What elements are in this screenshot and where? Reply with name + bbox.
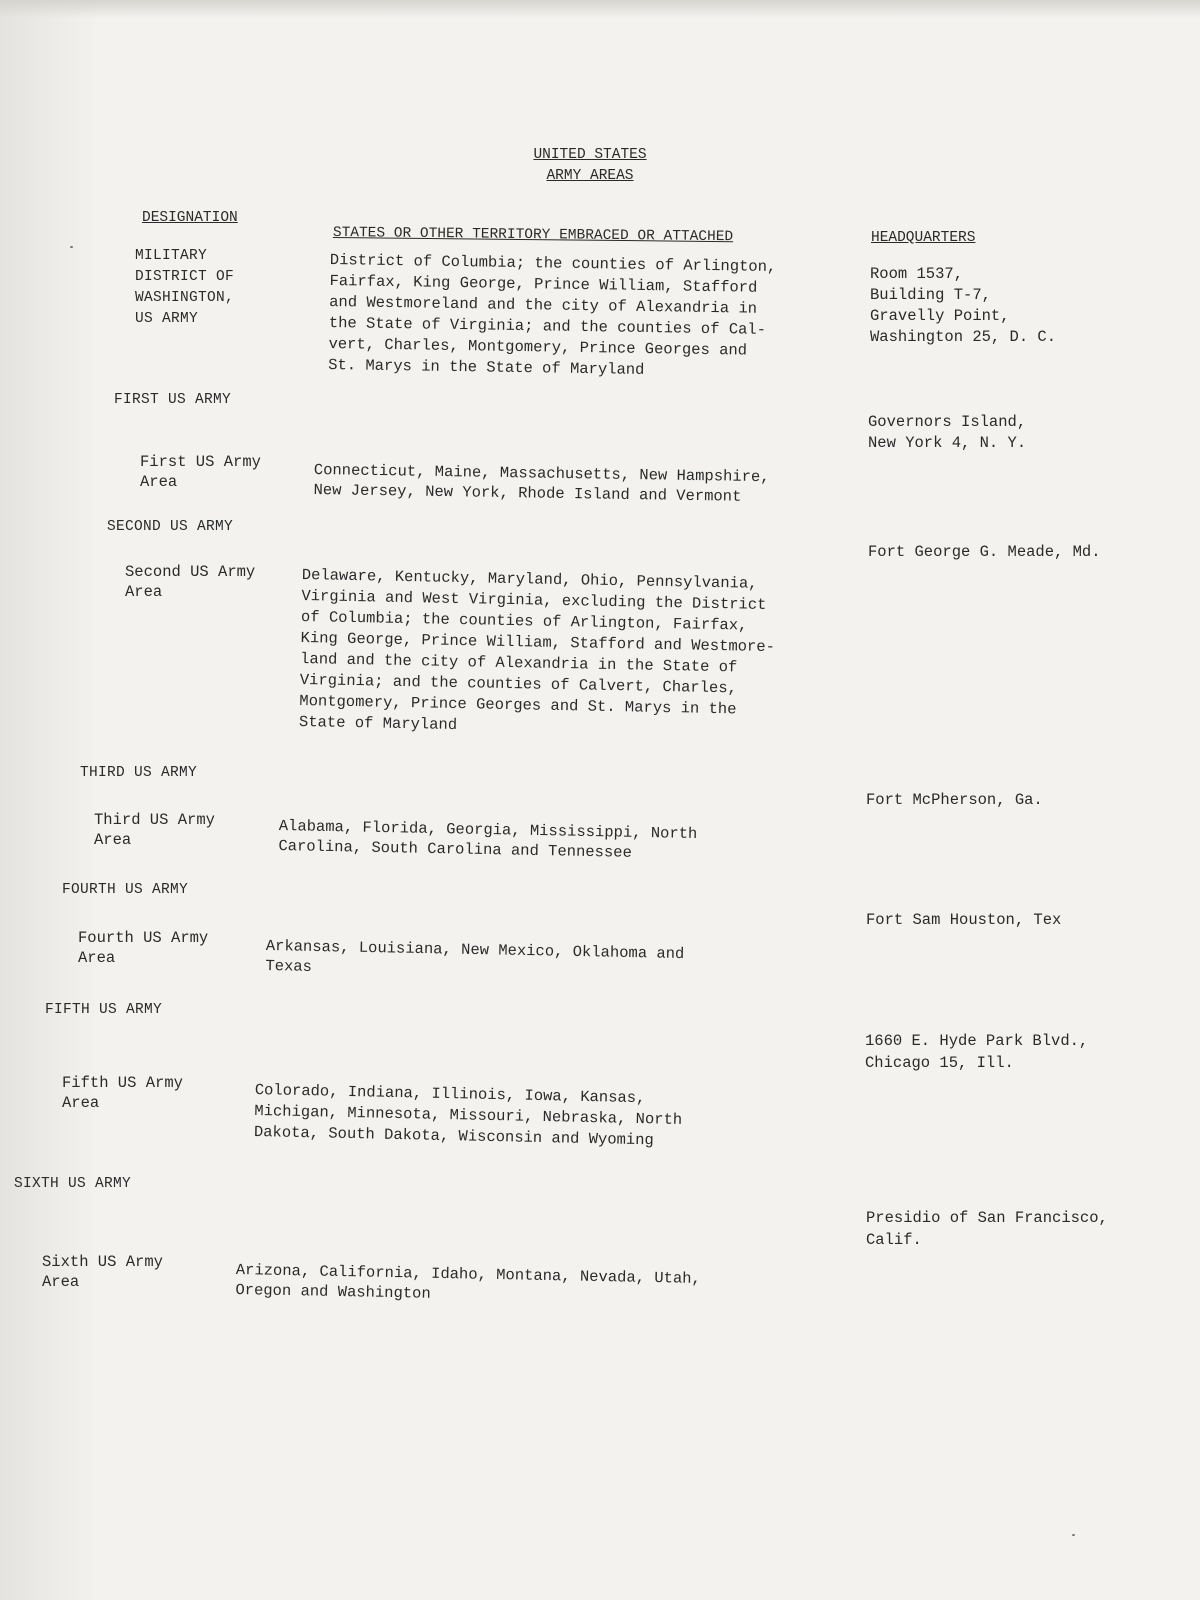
army-states: Delaware, Kentucky, Maryland, Ohio, Pennsylvania, Virginia and West Virginia, excluding the District of Columbia; the counties of Arlington, Fairfax, King George, Prince William, Stafford and Westmore- land and the city of Alexandria in the State of Virginia; and the counties of Calvert, Charles, Montgomery, Prince Georges and St. Marys in the State of Maryland <box>298 565 776 735</box>
army-area: Sixth US Army Area <box>42 1253 163 1291</box>
title-line-1: UNITED STATES <box>533 147 647 163</box>
title-line-2: ARMY AREAS <box>546 168 634 184</box>
army-area: Fourth US Army Area <box>78 929 209 967</box>
army-heading: THIRD US ARMY <box>80 765 198 781</box>
army-states: Connecticut, Maine, Massachusetts, New Hampshire, New Jersey, New York, Rhode Island and Vermont <box>313 460 770 506</box>
army-states: Arizona, California, Idaho, Montana, Nevada, Utah, Oregon and Washington <box>235 1260 701 1303</box>
mdw-designation: MILITARY DISTRICT OF WASHINGTON, US ARMY <box>135 248 235 327</box>
army-area: Third US Army Area <box>94 811 215 849</box>
army-states: Alabama, Florida, Georgia, Mississippi, North Carolina, South Carolina and Tennessee <box>278 816 698 862</box>
army-heading: FIRST US ARMY <box>114 392 232 408</box>
page-top-shadow <box>0 0 1200 18</box>
army-headquarters: Fort George G. Meade, Md. <box>868 543 1101 561</box>
mdw-states: District of Columbia; the counties of Arlington, Fairfax, King George, Prince William, Stafford and Westmoreland and the city of Alexandria in the State of Virginia; and the counties of Cal- vert, Charles, Montgomery, Prince Georges and St. Marys in the State of Maryland <box>328 250 777 379</box>
army-headquarters: Fort Sam Houston, Tex <box>866 911 1062 929</box>
page-fold-shadow <box>0 0 100 1600</box>
army-states: Arkansas, Louisiana, New Mexico, Oklahoma and Texas <box>265 936 685 976</box>
army-area: First US Army Area <box>140 453 261 491</box>
column-header-designation: DESIGNATION <box>142 210 238 226</box>
army-heading: SIXTH US ARMY <box>14 1176 132 1192</box>
army-heading: FIFTH US ARMY <box>45 1002 163 1018</box>
mdw-headquarters: Room 1537, Building T-7, Gravelly Point, Washington 25, D. C. <box>870 265 1057 346</box>
army-states: Colorado, Indiana, Illinois, Iowa, Kansas, Michigan, Minnesota, Missouri, Nebraska, North Dakota, South Dakota, Wisconsin and Wyoming <box>253 1080 683 1150</box>
army-headquarters: Fort McPherson, Ga. <box>866 791 1043 809</box>
army-headquarters: Governors Island, New York 4, N. Y. <box>868 413 1027 452</box>
army-heading: FOURTH US ARMY <box>62 882 189 898</box>
column-header-states: STATES OR OTHER TERRITORY EMBRACED OR ATTACHED <box>332 224 734 246</box>
paper-speck <box>70 246 73 248</box>
army-area: Second US Army Area <box>125 563 256 601</box>
army-headquarters: 1660 E. Hyde Park Blvd., Chicago 15, Ill. <box>865 1032 1089 1072</box>
army-area: Fifth US Army Area <box>62 1074 183 1112</box>
paper-speck <box>1072 1534 1075 1536</box>
army-headquarters: Presidio of San Francisco, Calif. <box>866 1209 1108 1249</box>
army-heading: SECOND US ARMY <box>107 519 234 535</box>
column-header-headquarters: HEADQUARTERS <box>871 230 976 246</box>
